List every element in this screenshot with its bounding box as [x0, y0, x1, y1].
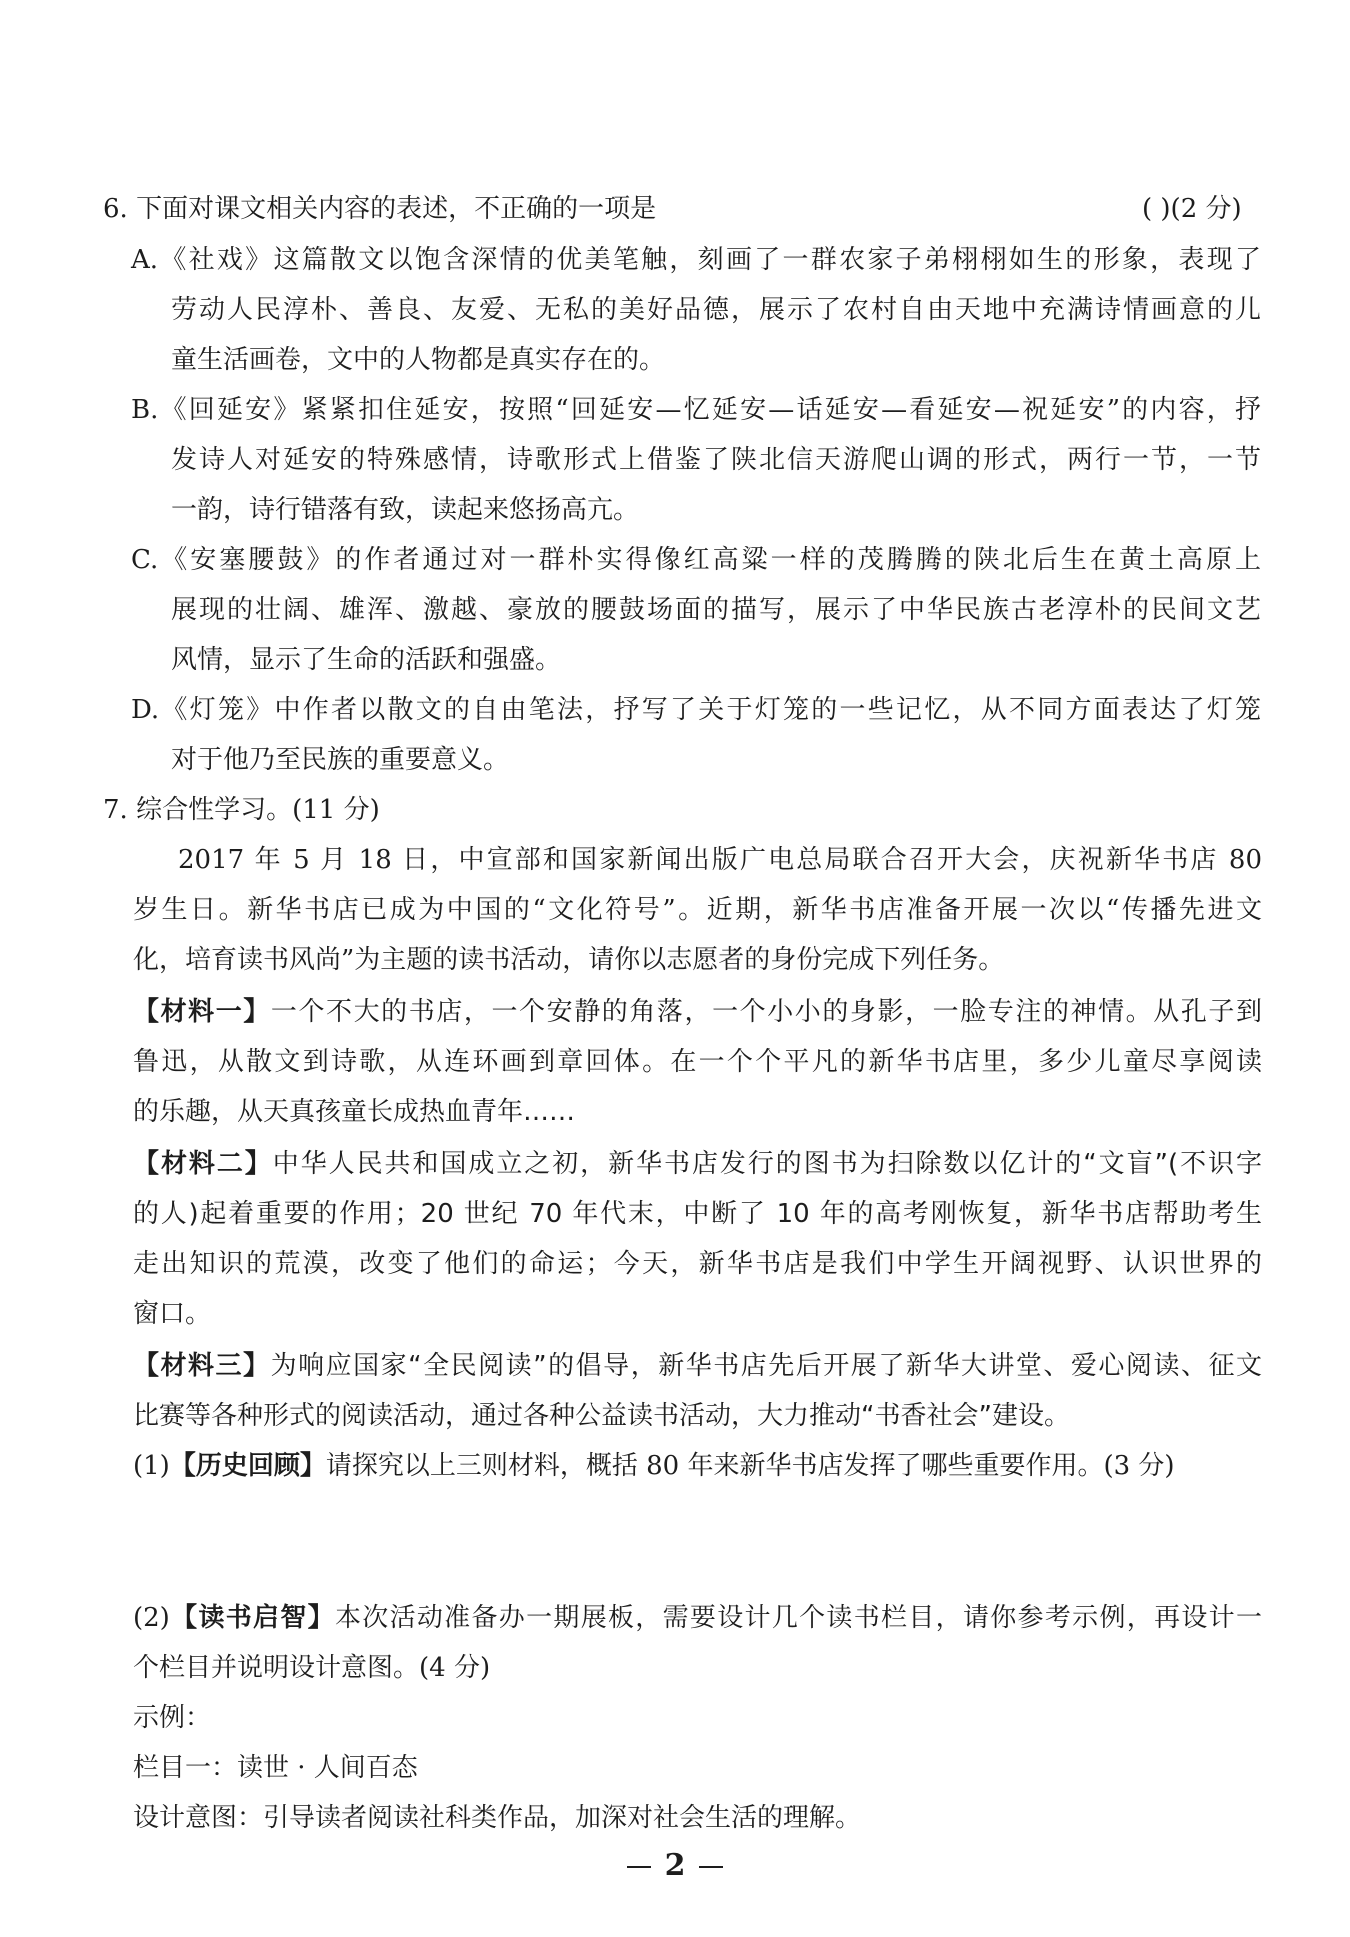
page-number-value: 2 — [664, 1848, 686, 1883]
example-column: 栏目一：读世 · 人间百态 — [133, 1753, 418, 1783]
q6-option-b-line-1: B.《回延安》紧紧扣住延安，按照“回延安—忆延安—话延安—看延安—祝延安”的内容，抒 — [131, 395, 1261, 425]
q6-option-a-line-3: 童生活画卷，文中的人物都是真实存在的。 — [171, 345, 666, 375]
material-3-line-1 — [133, 1349, 1262, 1383]
q7-sub-1 — [133, 1449, 1175, 1483]
material-3-text-1: 为响应国家“全民阅读”的倡导，新华书店先后开展了新华大讲堂、爱心阅读、征文 — [270, 1351, 1262, 1381]
q7-sub-1-number: (1) — [133, 1451, 170, 1481]
material-2-line-4: 窗口。 — [133, 1299, 212, 1329]
q6-option-c-line-2: 展现的壮阔、雄浑、激越、豪放的腰鼓场面的描写，展示了中华民族古老淳朴的民间文艺 — [171, 595, 1261, 625]
q6-option-b-line-3: 一韵，诗行错落有致，读起来悠扬高亢。 — [171, 495, 640, 525]
q6-stem: 6. 下面对课文相关内容的表述，不正确的一项是 — [103, 194, 657, 224]
q6-option-d-line-2: 对于他乃至民族的重要意义。 — [171, 745, 510, 775]
q7-intro-line-3: 化，培育读书风尚”为主题的读书活动，请你以志愿者的身份完成下列任务。 — [133, 945, 1005, 975]
material-1-label: 【材料一】 — [133, 997, 271, 1027]
q7-sub-2-text-1: 本次活动准备办一期展板，需要设计几个读书栏目，请你参考示例，再设计一 — [334, 1603, 1262, 1633]
q7-sub-2-label: 【读书启智】 — [169, 1603, 335, 1633]
q7-stem: 7. 综合性学习。(11 分) — [103, 795, 380, 825]
material-2-line-1 — [133, 1147, 1262, 1181]
material-1-line-2: 鲁迅，从散文到诗歌，从连环画到章回体。在一个个平凡的新华书店里，多少儿童尽享阅读 — [133, 1047, 1262, 1077]
page-number — [0, 1848, 1350, 1884]
q7-sub-2-number: (2) — [133, 1603, 170, 1633]
material-3-label: 【材料三】 — [133, 1351, 271, 1381]
material-1-line-1 — [133, 995, 1262, 1029]
material-2-line-3: 走出知识的荒漠，改变了他们的命运；今天，新华书店是我们中学生开阔视野、认识世界的 — [133, 1249, 1262, 1279]
q6-option-d-line-1: D.《灯笼》中作者以散文的自由笔法，抒写了关于灯笼的一些记忆，从不同方面表达了灯笼 — [131, 695, 1261, 725]
q7-sub-2-line-2: 个栏目并说明设计意图。(4 分) — [133, 1653, 491, 1683]
example-intent: 设计意图：引导读者阅读社科类作品，加深对社会生活的理解。 — [133, 1803, 862, 1833]
q6-score: ( )(2 分) — [1142, 194, 1242, 224]
material-2-label: 【材料二】 — [133, 1149, 273, 1179]
q6-option-c-line-3: 风情，显示了生命的活跃和强盛。 — [171, 645, 562, 675]
material-1-line-3: 的乐趣，从天真孩童长成热血青年…… — [133, 1097, 576, 1127]
material-2-line-2: 的人)起着重要的作用；20 世纪 70 年代末，中断了 10 年的高考刚恢复，新华书店帮助考生 — [133, 1199, 1262, 1229]
q7-intro-line-2: 岁生日。新华书店已成为中国的“文化符号”。近期，新华书店准备开展一次以“传播先进文 — [133, 895, 1262, 925]
example-label: 示例： — [133, 1703, 212, 1733]
q7-sub-1-label: 【历史回顾】 — [169, 1451, 326, 1481]
page-number-dash-right — [699, 1866, 723, 1868]
page-number-dash-left — [627, 1866, 651, 1868]
q6-option-a-line-2: 劳动人民淳朴、善良、友爱、无私的美好品德，展示了农村自由天地中充满诗情画意的儿 — [171, 295, 1261, 325]
q6-option-b-line-2: 发诗人对延安的特殊感情，诗歌形式上借鉴了陕北信天游爬山调的形式，两行一节，一节 — [171, 445, 1261, 475]
q7-sub-1-text: 请探究以上三则材料，概括 80 年来新华书店发挥了哪些重要作用。(3 分) — [325, 1451, 1175, 1481]
q6-option-a-line-1: A.《社戏》这篇散文以饱含深情的优美笔触，刻画了一群农家子弟栩栩如生的形象，表现了 — [131, 245, 1261, 275]
material-3-line-2: 比赛等各种形式的阅读活动，通过各种公益读书活动，大力推动“书香社会”建设。 — [133, 1401, 1070, 1431]
q7-sub-2-line-1 — [133, 1601, 1262, 1635]
material-2-text-1: 中华人民共和国成立之初，新华书店发行的图书为扫除数以亿计的“文盲”(不识字 — [272, 1149, 1262, 1179]
material-1-text-1: 一个不大的书店，一个安静的角落，一个小小的身影，一脸专注的神情。从孔子到 — [270, 997, 1262, 1027]
q6-option-c-line-1: C.《安塞腰鼓》的作者通过对一群朴实得像红高粱一样的茂腾腾的陕北后生在黄土高原上 — [131, 545, 1261, 575]
q7-intro-line-1: 2017 年 5 月 18 日，中宣部和国家新闻出版广电总局联合召开大会，庆祝新华书店 80 — [178, 845, 1262, 875]
